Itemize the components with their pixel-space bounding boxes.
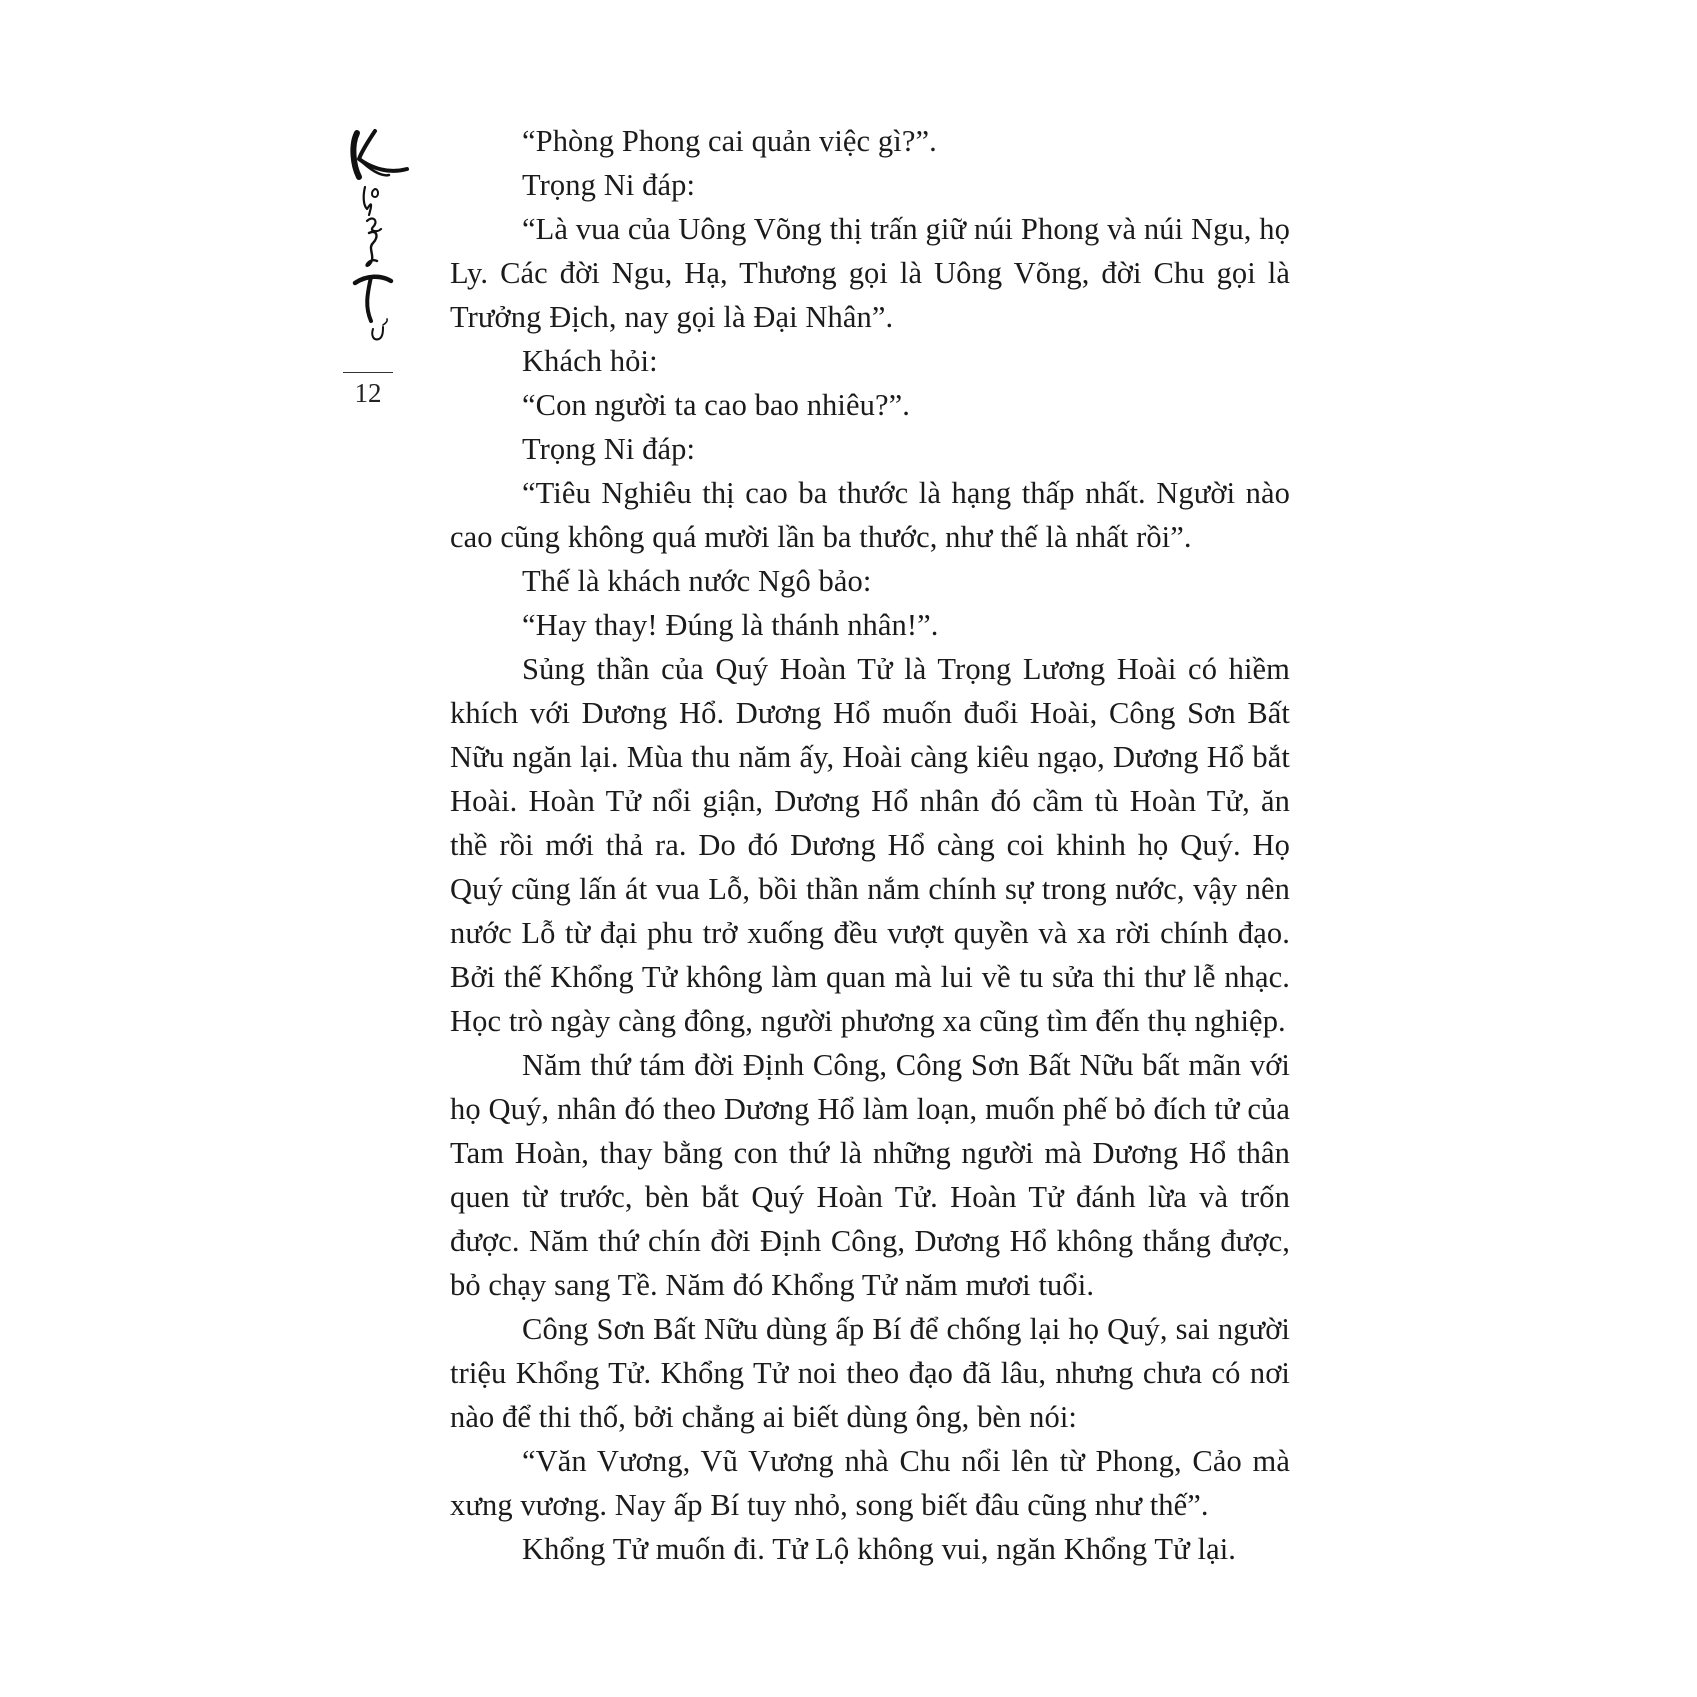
paragraph: “Phòng Phong cai quản việc gì?”.: [522, 124, 937, 158]
paragraph: Trọng Ni đáp:: [522, 432, 696, 466]
page-number-rule: [343, 372, 393, 373]
page-number: 12: [354, 378, 382, 408]
paragraph: “Con người ta cao bao nhiêu?”.: [522, 388, 910, 422]
paragraph: Công Sơn Bất Nữu dùng ấp Bí để chống lại họ Quý, sai người triệu Khổng Tử. Khổng Tử noi theo đạo đã lâu, nhưng chưa có nơi nào để thi thố, bởi chẳng ai biết dùng ông, bèn nói:: [450, 1312, 1290, 1434]
paragraph: “Văn Vương, Vũ Vương nhà Chu nổi lên từ Phong, Cảo mà xưng vương. Nay ấp Bí tuy nhỏ, song biết đâu cũng như thế”.: [450, 1444, 1290, 1522]
paragraph: Thế là khách nước Ngô bảo:: [522, 564, 872, 598]
paragraph: “Là vua của Uông Võng thị trấn giữ núi Phong và núi Ngu, họ Ly. Các đời Ngu, Hạ, Thương gọi là Uông Võng, đời Chu gọi là Trưởng Địch, nay gọi là Đại Nhân”.: [450, 212, 1290, 334]
paragraph: Khổng Tử muốn đi. Tử Lộ không vui, ngăn Khổng Tử lại.: [522, 1532, 1237, 1566]
paragraph: “Hay thay! Đúng là thánh nhân!”.: [522, 608, 939, 642]
paragraph: Trọng Ni đáp:: [522, 168, 696, 202]
paragraph: Sủng thần của Quý Hoàn Tử là Trọng Lương Hoài có hiềm khích với Dương Hổ. Dương Hổ muốn đuổi Hoài, Công Sơn Bất Nữu ngăn lại. Mùa thu năm ấy, Hoài càng kiêu ngạo, Dương Hổ bắt Hoài. Hoàn Tử nổi giận, Dương Hổ nhân đó cầm tù Hoàn Tử, ăn thề rồi mới thả ra. Do đó Dương Hổ càng coi khinh họ Quý. Họ Quý cũng lấn át vua Lỗ, bồi thần nắm chính sự trong nước, vậy nên nước Lỗ từ đại phu trở xuống đều vượt quyền và xa rời chính đạo. Bởi thế Khổng Tử không làm quan mà lui về tu sửa thi thư lễ nhạc. Học trò ngày càng đông, người phương xa cũng tìm đến thụ nghiệp.: [450, 652, 1290, 1038]
paragraph: Năm thứ tám đời Định Công, Công Sơn Bất Nữu bất mãn với họ Quý, nhân đó theo Dương Hổ làm loạn, muốn phế bỏ đích tử của Tam Hoàn, thay bằng con thứ là những người mà Dương Hổ thân quen từ trước, bèn bắt Quý Hoàn Tử. Hoàn Tử đánh lừa và trốn được. Năm thứ chín đời Định Công, Dương Hổ không thắng được, bỏ chạy sang Tề. Năm đó Khổng Tử năm mươi tuổi.: [450, 1048, 1290, 1302]
calligraphy-khong-tu-icon: [345, 125, 425, 375]
paragraph: “Tiêu Nghiêu thị cao ba thước là hạng thấp nhất. Người nào cao cũng không quá mười lần ba thước, như thế là nhất rồi”.: [450, 476, 1290, 554]
running-title-calligraphy: [345, 125, 425, 375]
paragraph: Khách hỏi:: [522, 344, 658, 378]
body-text: [450, 119, 1290, 1571]
